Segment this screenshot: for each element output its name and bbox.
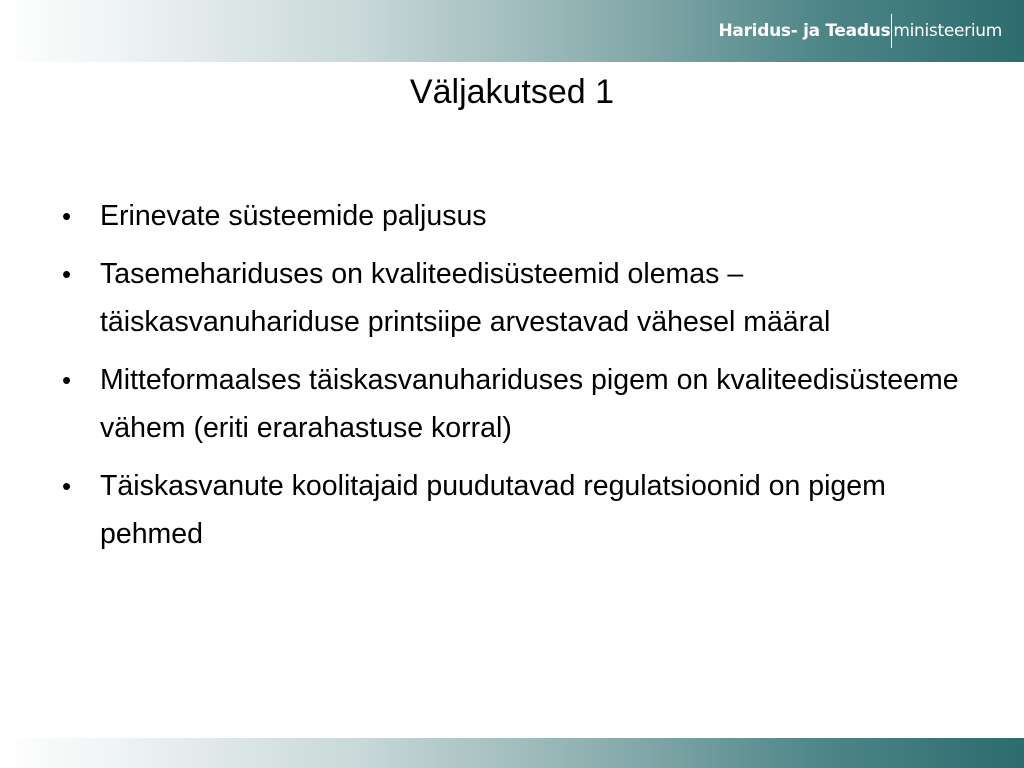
bullet-text: Mitteformaalses täiskasvanuhariduses pigem on kvaliteedisüsteeme vähem (eriti erarahastuse korral) <box>100 364 959 444</box>
logo-light-text: ministeerium <box>893 21 1002 41</box>
bullet-icon: • <box>62 365 72 395</box>
bullet-text: Tasemehariduses on kvaliteedisüsteemid olemas – täiskasvanuhariduse printsiipe arvestavad vähesel määral <box>100 258 831 338</box>
bullet-item <box>58 356 978 452</box>
bullet-text: Erinevate süsteemide paljusus <box>100 200 487 232</box>
bullet-item <box>58 250 978 346</box>
bullet-icon: • <box>62 259 72 289</box>
bullet-icon: • <box>62 201 72 231</box>
logo-divider <box>891 14 892 48</box>
footer-gradient-band <box>0 738 1024 768</box>
bullet-item <box>58 192 978 240</box>
bullet-list <box>58 192 978 568</box>
bullet-item <box>58 462 978 558</box>
bullet-icon: • <box>62 471 72 501</box>
slide-title: Väljakutsed 1 <box>409 73 615 111</box>
logo-bold-text: Haridus- ja Teadus <box>718 21 891 41</box>
bullet-text: Täiskasvanute koolitajaid puudutavad regulatsioonid on pigem pehmed <box>100 470 886 550</box>
ministry-logo <box>719 14 1003 48</box>
